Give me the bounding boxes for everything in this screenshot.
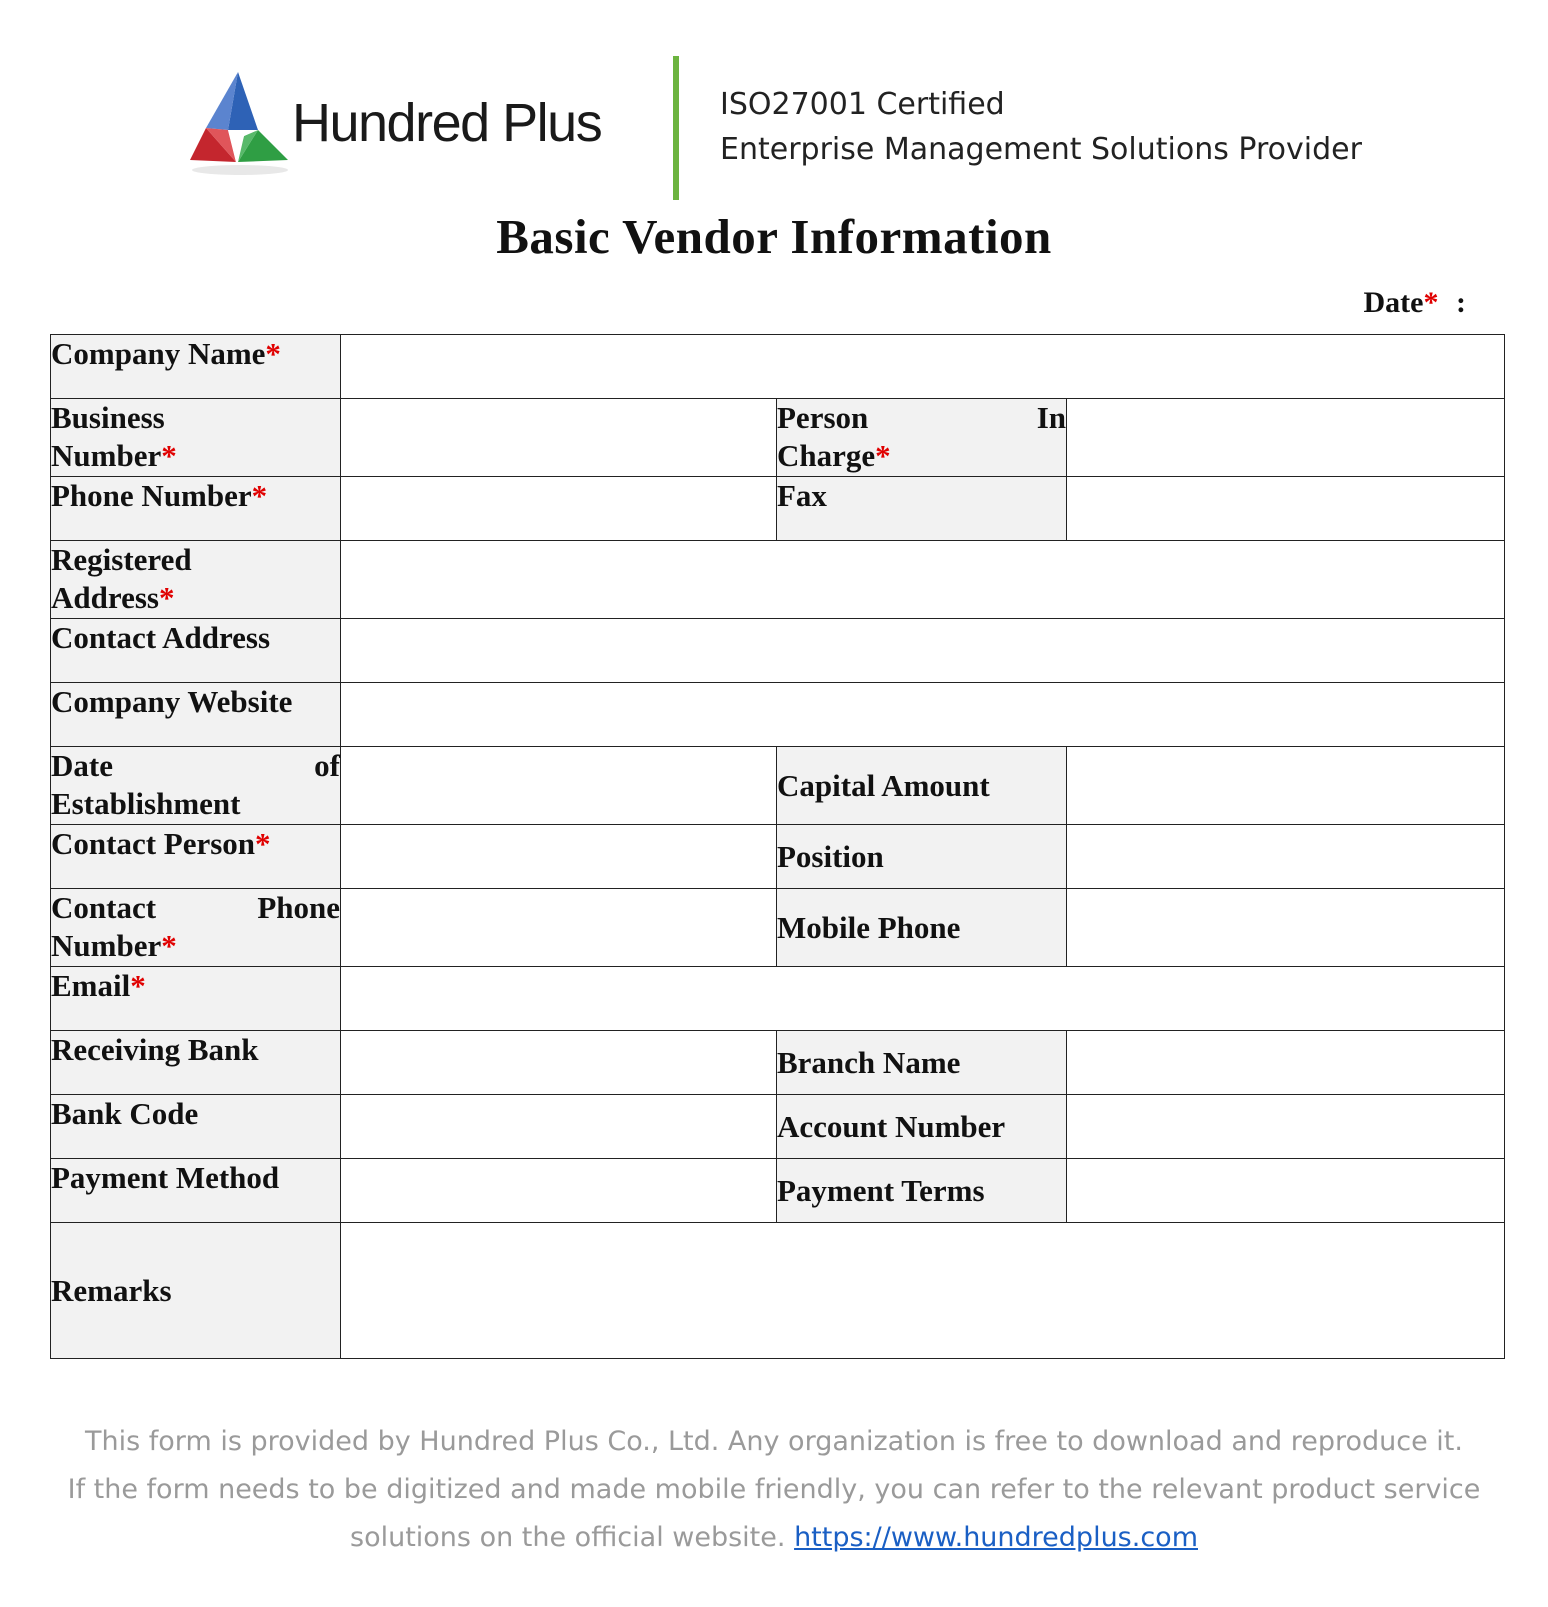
form-row: [51, 541, 1505, 619]
form-row: [51, 399, 1505, 477]
bank-code-label: Bank Code: [51, 1095, 341, 1159]
remarks-textarea[interactable]: [341, 1223, 1505, 1359]
page-header: [0, 0, 1548, 210]
capital-amount-label: Capital Amount: [777, 747, 1067, 825]
date-label: Date: [1363, 286, 1424, 319]
footer-line-1: This form is provided by Hundred Plus Co., Ltd. Any organization is free to download and reproduce it.: [85, 1426, 1463, 1457]
logo-triangle-icon: [188, 70, 294, 178]
form-row: [51, 1031, 1505, 1095]
date-of-establishment-input[interactable]: [341, 747, 777, 825]
contact-person-input[interactable]: [341, 825, 777, 889]
form-row: [51, 1223, 1505, 1359]
date-field[interactable]: [1364, 286, 1466, 320]
contact-address-label: Contact Address: [51, 619, 341, 683]
company-logo: [188, 70, 628, 180]
person-in-charge-label: Person In Charge*: [777, 399, 1067, 477]
mobile-phone-label: Mobile Phone: [777, 889, 1067, 967]
company-name-input[interactable]: [341, 335, 1505, 399]
email-input[interactable]: [341, 967, 1505, 1031]
registered-address-input[interactable]: [341, 541, 1505, 619]
form-row: [51, 619, 1505, 683]
company-name-label: Company Name*: [51, 335, 341, 399]
position-input[interactable]: [1067, 825, 1505, 889]
company-website-input[interactable]: [341, 683, 1505, 747]
email-label: Email*: [51, 967, 341, 1031]
remarks-label: Remarks: [51, 1223, 341, 1359]
payment-method-label: Payment Method: [51, 1159, 341, 1223]
payment-terms-label: Payment Terms: [777, 1159, 1067, 1223]
contact-phone-number-label: Contact Phone Number*: [51, 889, 341, 967]
position-label: Position: [777, 825, 1067, 889]
footer-line-3: solutions on the official website. https://www.hundredplus.com: [350, 1522, 1198, 1553]
company-website-label: Company Website: [51, 683, 341, 747]
account-number-label: Account Number: [777, 1095, 1067, 1159]
phone-number-input[interactable]: [341, 477, 777, 541]
form-row: [51, 1159, 1505, 1223]
business-number-label: Business Number*: [51, 399, 341, 477]
required-asterisk: *: [1423, 286, 1439, 319]
tagline-certification: ISO27001 Certified: [720, 87, 1005, 122]
form-row: [51, 747, 1505, 825]
business-number-input[interactable]: [341, 399, 777, 477]
phone-number-label: Phone Number*: [51, 477, 341, 541]
payment-terms-input[interactable]: [1067, 1159, 1505, 1223]
payment-method-input[interactable]: [341, 1159, 777, 1223]
vendor-form-table: [50, 334, 1505, 1359]
contact-phone-number-input[interactable]: [341, 889, 777, 967]
date-colon: :: [1456, 286, 1466, 319]
branch-name-input[interactable]: [1067, 1031, 1505, 1095]
logo-wordmark: Hundred Plus: [292, 93, 602, 153]
capital-amount-input[interactable]: [1067, 747, 1505, 825]
footer-line-2: If the form needs to be digitized and made mobile friendly, you can refer to the relevant product service: [67, 1474, 1481, 1505]
form-row: [51, 683, 1505, 747]
header-tagline: [720, 82, 1362, 172]
receiving-bank-input[interactable]: [341, 1031, 777, 1095]
website-link[interactable]: https://www.hundredplus.com: [794, 1522, 1198, 1553]
date-of-establishment-label: Date of Establishment: [51, 747, 341, 825]
form-row: [51, 825, 1505, 889]
receiving-bank-label: Receiving Bank: [51, 1031, 341, 1095]
form-row: [51, 477, 1505, 541]
fax-label: Fax: [777, 477, 1067, 541]
account-number-input[interactable]: [1067, 1095, 1505, 1159]
contact-address-input[interactable]: [341, 619, 1505, 683]
form-row: [51, 889, 1505, 967]
form-row: [51, 335, 1505, 399]
branch-name-label: Branch Name: [777, 1031, 1067, 1095]
contact-person-label: Contact Person*: [51, 825, 341, 889]
tagline-description: Enterprise Management Solutions Provider: [720, 132, 1362, 167]
page-footer: [0, 1418, 1548, 1562]
person-in-charge-input[interactable]: [1067, 399, 1505, 477]
form-row: [51, 1095, 1505, 1159]
fax-input[interactable]: [1067, 477, 1505, 541]
form-title: Basic Vendor Information: [496, 209, 1052, 264]
mobile-phone-input[interactable]: [1067, 889, 1505, 967]
registered-address-label: Registered Address*: [51, 541, 341, 619]
form-row: [51, 967, 1505, 1031]
bank-code-input[interactable]: [341, 1095, 777, 1159]
header-divider: [673, 56, 679, 200]
